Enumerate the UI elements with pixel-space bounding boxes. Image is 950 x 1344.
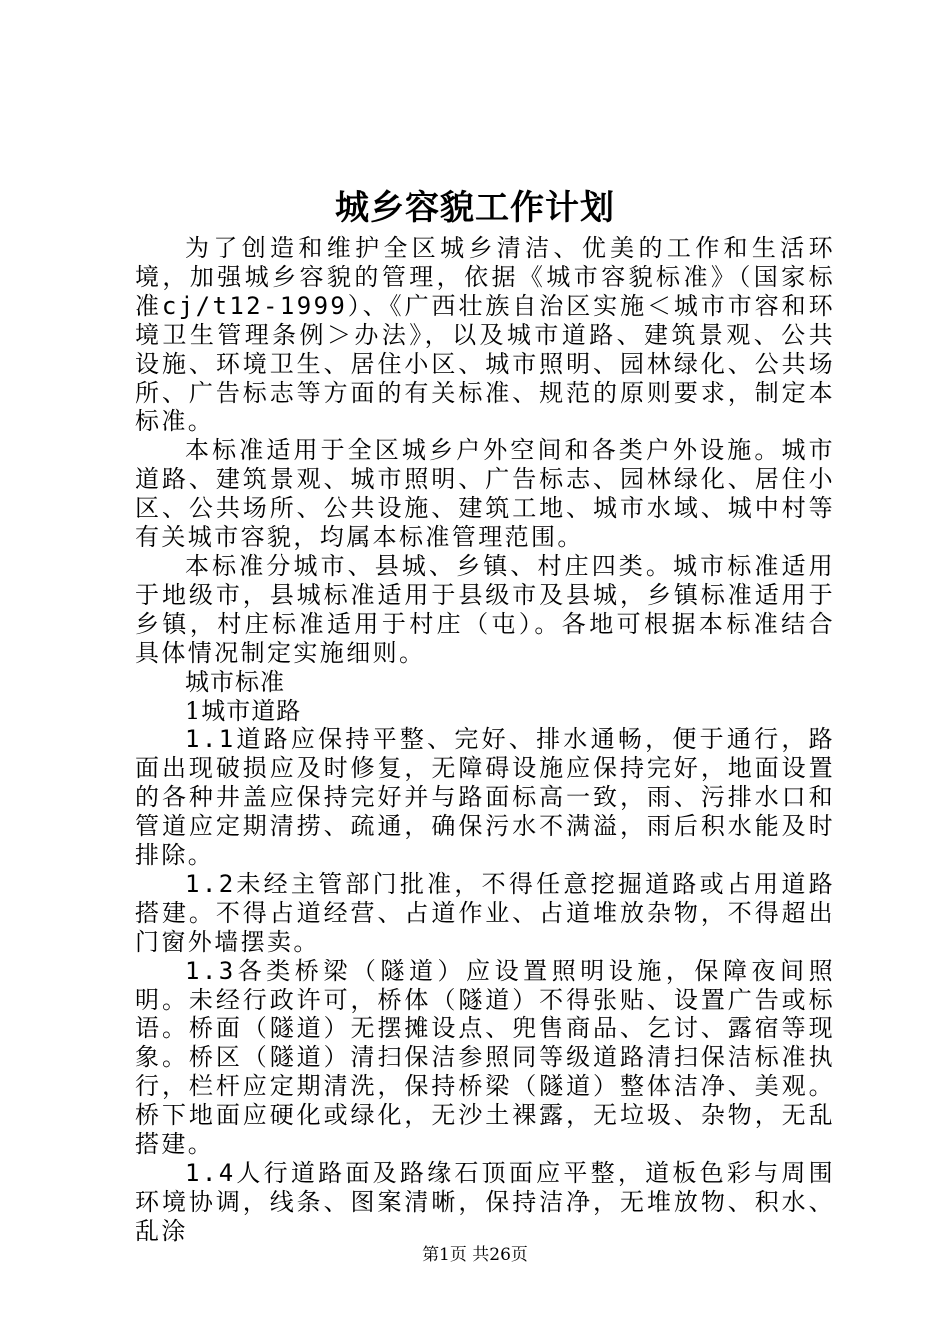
section-heading-city-standard: 城市标准: [185, 667, 285, 696]
paragraph-scope: 本标准适用于全区城乡户外空间和各类户外设施。城市道路、建筑景观、城市照明、广告标志、园林绿化、居住小区、公共场所、公共设施、建筑工地、城市水域、城中村等有关城市容貌，均属本标准管理范围。: [135, 436, 835, 552]
page-number-footer: 第1页 共26页: [422, 1245, 528, 1265]
paragraph-1-1: 1.1道路应保持平整、完好、排水通畅，便于通行，路面出现破损应及时修复，无障碍设施应保持完好，地面设置的各种井盖应保持完好并与路面标高一致，雨、污排水口和管道应定期清捞、疏通，确保污水不满溢，雨后积水能及时排除。: [135, 725, 835, 870]
paragraph-1-3: 1.3各类桥梁（隧道）应设置照明设施，保障夜间照明。未经行政许可，桥体（隧道）不得张贴、设置广告或标语。桥面（隧道）无摆摊设点、兜售商品、乞讨、露宿等现象。桥区（隧道）清扫保洁参照同等级道路清扫保洁标准执行，栏杆应定期清洗，保持桥梁（隧道）整体洁净、美观。桥下地面应硬化或绿化，无沙土裸露，无垃圾、杂物，无乱搭建。: [135, 956, 835, 1159]
paragraph-1-4: 1.4人行道路面及路缘石顶面应平整，道板色彩与周围环境协调，线条、图案清晰，保持洁净，无堆放物、积水、乱涂: [135, 1159, 835, 1245]
document-body: [135, 234, 835, 1246]
document-title: 城乡容貌工作计划: [335, 188, 615, 228]
section-heading-city-roads: 1城市道路: [185, 696, 302, 725]
paragraph-intro: 为了创造和维护全区城乡清洁、优美的工作和生活环境，加强城乡容貌的管理，依据《城市容貌标准》（国家标准cj/t12-1999）、《广西壮族自治区实施＜城市市容和环境卫生管理条例＞办法》，以及城市道路、建筑景观、公共设施、环境卫生、居住小区、城市照明、园林绿化、公共场所、广告标志等方面的有关标准、规范的原则要求，制定本标准。: [135, 234, 835, 436]
paragraph-1-2: 1.2未经主管部门批准，不得任意挖掘道路或占用道路搭建。不得占道经营、占道作业、占道堆放杂物，不得超出门窗外墙摆卖。: [135, 869, 835, 956]
paragraph-categories: 本标准分城市、县城、乡镇、村庄四类。城市标准适用于地级市，县城标准适用于县级市及县城，乡镇标准适用于乡镇，村庄标准适用于村庄（屯）。各地可根据本标准结合具体情况制定实施细则。: [135, 551, 835, 667]
